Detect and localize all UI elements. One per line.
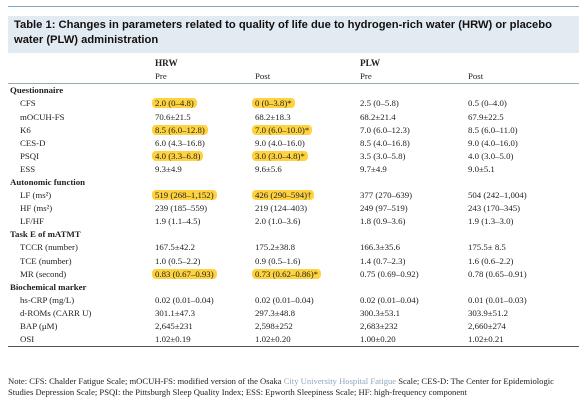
cell-value: 9.0±5.1: [468, 163, 495, 174]
value-cell: [153, 123, 253, 136]
cell-value: 1.0 (0.5–2.2): [155, 255, 201, 266]
value-cell: [153, 294, 253, 307]
row-label: K6: [20, 124, 31, 135]
cell-value: 175.2±38.8: [255, 242, 296, 253]
row-label: hs-CRP (mg/L): [20, 294, 75, 305]
value-cell: [253, 215, 358, 228]
cell-value: 303.9±51.2: [468, 307, 509, 318]
section-row: [8, 84, 579, 98]
cell-value: 2.5 (0–5.8): [360, 98, 399, 109]
table-row: [8, 110, 579, 123]
value-cell: [153, 320, 253, 333]
value-cell: [358, 189, 466, 202]
cell-value: 0.78 (0.65–0.91): [468, 268, 527, 279]
value-cell: [153, 150, 253, 163]
highlighted-value: 426 (290–594)†: [252, 190, 314, 200]
value-cell: [466, 163, 579, 176]
cell-value: 3.5 (3.0–5.8): [360, 150, 406, 161]
plw-post-header: Post: [466, 70, 579, 84]
value-cell: [358, 215, 466, 228]
row-label: OSI: [8, 333, 153, 347]
table-row: [8, 189, 579, 202]
table-row: [8, 97, 579, 110]
table-row: [8, 150, 579, 163]
value-cell: [253, 294, 358, 307]
row-label: d-ROMs (CARR U): [20, 307, 92, 318]
cell-value: 1.02±0.19: [155, 334, 191, 345]
value-cell: [358, 294, 466, 307]
value-cell: [153, 241, 253, 254]
table-row: [8, 202, 579, 215]
value-cell: [153, 110, 253, 123]
value-cell: [466, 268, 579, 281]
table-row: [8, 320, 579, 333]
value-cell: [466, 189, 579, 202]
row-label: PSQI: [20, 150, 40, 161]
section-row: [8, 281, 579, 294]
note-text-start: Note: CFS: Chalder Fatigue Scale; mOCUH-FS: modified version of the Osaka: [8, 376, 284, 386]
table-title: Table 1: Changes in parameters related to quality of life due to hydrogen-rich water (HRW) or placebo water (PLW) administration: [8, 16, 579, 53]
value-cell: [466, 110, 579, 123]
cell-value: 0.9 (0.5–1.6): [255, 255, 301, 266]
section-row: [8, 176, 579, 189]
row-label: TCE (number): [20, 255, 72, 266]
value-cell: [358, 150, 466, 163]
row-label: LF/HF: [20, 216, 44, 227]
top-rule: [8, 6, 579, 7]
table-row: [8, 215, 579, 228]
cell-value: 377 (270–639): [360, 190, 413, 201]
value-cell: [358, 307, 466, 320]
cell-value: 9.3±4.9: [155, 163, 182, 174]
cell-value: 166.3±35.6: [360, 242, 401, 253]
cell-value: 1.00±0.20: [360, 334, 396, 345]
cell-value: 2,645±231: [155, 321, 193, 332]
value-cell: [466, 123, 579, 136]
value-cell: [153, 307, 253, 320]
highlighted-value: 7.0 (6.0–10.0)*: [252, 125, 312, 135]
value-cell: [466, 137, 579, 150]
value-cell: [153, 254, 253, 267]
cell-value: 7.0 (6.0–12.3): [360, 124, 410, 135]
cell-value: 68.2±21.4: [360, 111, 396, 122]
value-cell: [466, 294, 579, 307]
row-label: TCCR (number): [20, 242, 78, 253]
cell-value: 249 (97–519): [360, 203, 408, 214]
value-cell: [253, 110, 358, 123]
value-cell: [153, 215, 253, 228]
value-cell: [358, 333, 466, 347]
value-cell: [466, 320, 579, 333]
value-cell: [253, 123, 358, 136]
cell-value: 0.02 (0.01–0.04): [155, 294, 214, 305]
cell-value: 1.02±0.20: [255, 334, 291, 345]
cell-value: 239 (185–559): [155, 203, 208, 214]
value-cell: [153, 202, 253, 215]
value-cell: [153, 268, 253, 281]
value-cell: [253, 150, 358, 163]
table-row: [8, 254, 579, 267]
section-label: Biochemical marker: [10, 281, 87, 292]
table-row: [8, 123, 579, 136]
cell-value: 68.2±18.3: [255, 111, 291, 122]
note-watermark-text: City University Hospital Fatigue: [283, 376, 397, 386]
cell-value: 504 (242–1,004): [468, 190, 527, 201]
section-label: Autonomic function: [10, 176, 86, 187]
value-cell: [466, 307, 579, 320]
value-cell: [253, 241, 358, 254]
value-cell: [253, 137, 358, 150]
group-plw: PLW: [360, 57, 381, 68]
highlighted-value: 4.0 (3.3–6.8): [152, 151, 203, 161]
value-cell: [253, 320, 358, 333]
highlighted-value: 0.83 (0.67–0.93): [152, 269, 217, 279]
plw-pre-header: Pre: [358, 70, 466, 84]
quality-of-life-table: [8, 57, 579, 347]
value-cell: [466, 215, 579, 228]
value-cell: [253, 202, 358, 215]
hrw-pre-header: Pre: [153, 70, 253, 84]
value-cell: [358, 163, 466, 176]
value-cell: [253, 163, 358, 176]
cell-value: 70.6±21.5: [155, 111, 191, 122]
value-cell: [358, 110, 466, 123]
value-cell: [253, 254, 358, 267]
cell-value: 4.0 (3.0–5.0): [468, 150, 514, 161]
value-cell: [358, 137, 466, 150]
section-row: [8, 228, 579, 241]
value-cell: [153, 333, 253, 347]
row-label: HF (ms²): [20, 203, 53, 214]
cell-value: 6.0 (4.3–16.8): [155, 137, 205, 148]
cell-value: 297.3±48.8: [255, 307, 296, 318]
cell-value: 8.5 (6.0–11.0): [468, 124, 518, 135]
table-row: [8, 333, 579, 347]
row-label: CFS: [20, 98, 36, 109]
cell-value: 8.5 (4.0–16.8): [360, 137, 410, 148]
value-cell: [358, 202, 466, 215]
cell-value: 2,598±252: [255, 321, 293, 332]
note-text-end: Scale; CES-D: The Center for Epidemiologic Studies Depression Scale; PSQI: the Pittsburgh Sleep Quality Index; ESS: Epworth Sleepiness Scale; HF: high-frequency component: [8, 376, 554, 398]
cell-value: 1.9 (1.1–4.5): [155, 216, 201, 227]
cell-value: 0.01 (0.01–0.03): [468, 294, 527, 305]
cell-value: 0.02 (0.01–0.04): [360, 294, 419, 305]
value-cell: [466, 150, 579, 163]
value-cell: [153, 189, 253, 202]
cell-value: 243 (170–345): [468, 203, 521, 214]
cell-value: 175.5± 8.5: [468, 242, 506, 253]
value-cell: [253, 97, 358, 110]
value-cell: [253, 307, 358, 320]
value-cell: [153, 137, 253, 150]
cell-value: 1.4 (0.7–2.3): [360, 255, 406, 266]
empty-cell: [8, 70, 153, 84]
section-label: Questionnaire: [10, 85, 64, 96]
cell-value: 9.0 (4.0–16.0): [255, 137, 305, 148]
value-cell: [466, 241, 579, 254]
cell-value: 1.8 (0.9–3.6): [360, 216, 406, 227]
cell-value: 67.9±22.5: [468, 111, 504, 122]
table-note: [8, 376, 579, 399]
highlighted-value: 0.73 (0.62–0.86)*: [252, 269, 321, 279]
value-cell: [358, 320, 466, 333]
table-row: [8, 294, 579, 307]
row-label: BAP (μM): [20, 321, 58, 332]
value-cell: [358, 123, 466, 136]
cell-value: 9.6±5.6: [255, 163, 282, 174]
cell-value: 2.0 (1.0–3.6): [255, 216, 301, 227]
value-cell: [466, 333, 579, 347]
highlighted-value: 0 (0–3.8)*: [252, 98, 295, 108]
row-label: LF (ms²): [20, 190, 52, 201]
row-label: MR (second): [20, 268, 67, 279]
value-cell: [358, 268, 466, 281]
cell-value: 9.0 (4.0–16.0): [468, 137, 518, 148]
table-row: [8, 137, 579, 150]
table-row: [8, 268, 579, 281]
cell-value: 1.9 (1.3–3.0): [468, 216, 514, 227]
cell-value: 0.02 (0.01–0.04): [255, 294, 314, 305]
table-row: [8, 241, 579, 254]
row-label: ESS: [20, 163, 36, 174]
cell-value: 9.7±4.9: [360, 163, 387, 174]
group-header-row: [8, 57, 579, 70]
value-cell: [466, 97, 579, 110]
value-cell: [466, 254, 579, 267]
cell-value: 0.5 (0–4.0): [468, 98, 507, 109]
value-cell: [466, 202, 579, 215]
table-row: [8, 163, 579, 176]
cell-value: 1.02±0.21: [468, 334, 504, 345]
cell-value: 2,660±274: [468, 321, 506, 332]
value-cell: [153, 163, 253, 176]
value-cell: [358, 241, 466, 254]
cell-value: 0.75 (0.69–0.92): [360, 268, 419, 279]
value-cell: [153, 97, 253, 110]
cell-value: 1.6 (0.6–2.2): [468, 255, 514, 266]
value-cell: [358, 254, 466, 267]
empty-cell: [8, 57, 153, 70]
cell-value: 301.1±47.3: [155, 307, 196, 318]
value-cell: [253, 268, 358, 281]
value-cell: [253, 189, 358, 202]
group-hrw: HRW: [155, 57, 178, 68]
section-label: Task E of mATMT: [10, 229, 81, 240]
value-cell: [253, 333, 358, 347]
highlighted-value: 3.0 (3.0–4.8)*: [252, 151, 308, 161]
highlighted-value: 2.0 (0–4.8): [152, 98, 197, 108]
hrw-post-header: Post: [253, 70, 358, 84]
cell-value: 219 (124–403): [255, 203, 308, 214]
highlighted-value: 519 (268–1,152): [152, 190, 217, 200]
cell-value: 300.3±53.1: [360, 307, 401, 318]
row-label: CES-D: [20, 137, 46, 148]
cell-value: 2,683±232: [360, 321, 398, 332]
table-row: [8, 307, 579, 320]
cell-value: 167.5±42.2: [155, 242, 196, 253]
subheader-row: [8, 70, 579, 84]
row-label: mOCUH-FS: [20, 111, 65, 122]
highlighted-value: 8.5 (6.0–12.8): [152, 125, 208, 135]
value-cell: [358, 97, 466, 110]
